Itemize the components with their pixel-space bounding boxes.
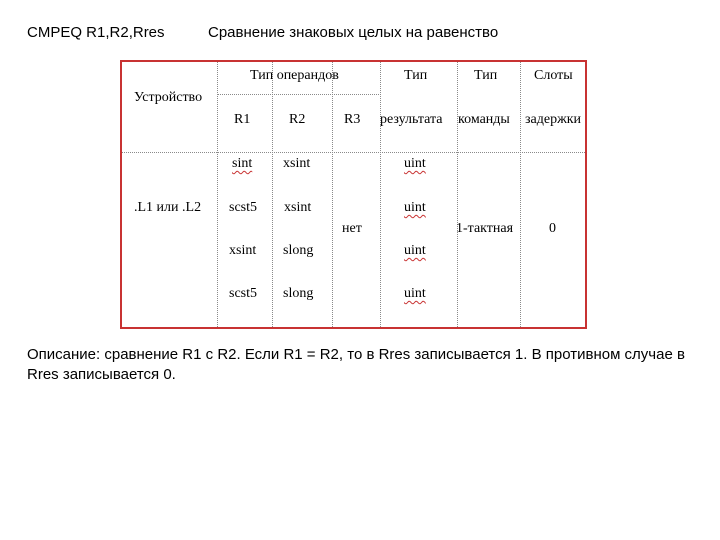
description-text: Описание: сравнение R1 с R2. Если R1 = R2, то в Rres записывается 1. В противном случае в Rres записывается 0.	[27, 346, 685, 383]
r3-value: нет	[342, 221, 362, 236]
grid-line	[520, 62, 521, 327]
command-type-header: Тип	[474, 68, 498, 83]
row-r1: xsint	[229, 243, 257, 258]
r1-header: R1	[234, 112, 251, 127]
grid-line	[272, 62, 273, 327]
device-header: Устройство	[134, 90, 203, 105]
delay-slots-subheader: задержки	[525, 112, 582, 127]
r2-header: R2	[289, 112, 306, 127]
grid-line	[217, 94, 379, 95]
row-result: uint	[404, 243, 426, 258]
r3-header: R3	[344, 112, 361, 127]
grid-line	[122, 152, 585, 153]
grid-line	[217, 62, 218, 327]
grid-line	[332, 62, 333, 327]
row-result: uint	[404, 156, 426, 171]
row-result: uint	[404, 200, 426, 215]
row-r1: sint	[232, 156, 253, 171]
row-r1: scst5	[229, 200, 257, 215]
result-type-subheader: результата	[380, 112, 443, 127]
grid-line	[457, 62, 458, 327]
grid-line	[380, 62, 381, 327]
row-r2: slong	[283, 243, 314, 258]
instruction-syntax: CMPEQ R1,R2,Rres	[27, 24, 165, 41]
instruction-title: Сравнение знаковых целых на равенство	[208, 24, 499, 41]
result-type-header: Тип	[404, 68, 428, 83]
command-type-subheader: команды	[458, 112, 510, 127]
row-r1: scst5	[229, 286, 257, 301]
device-value: .L1 или .L2	[134, 200, 202, 215]
row-r2: xsint	[283, 156, 311, 171]
delay-slots-header: Слоты	[534, 68, 573, 83]
operand-types-header: Тип операндов	[250, 68, 339, 83]
row-r2: xsint	[284, 200, 312, 215]
row-r2: slong	[283, 286, 314, 301]
command-type-value: 1-тактная	[456, 221, 514, 236]
instruction-table	[120, 60, 587, 329]
row-result: uint	[404, 286, 426, 301]
delay-slots-value: 0	[549, 221, 556, 236]
